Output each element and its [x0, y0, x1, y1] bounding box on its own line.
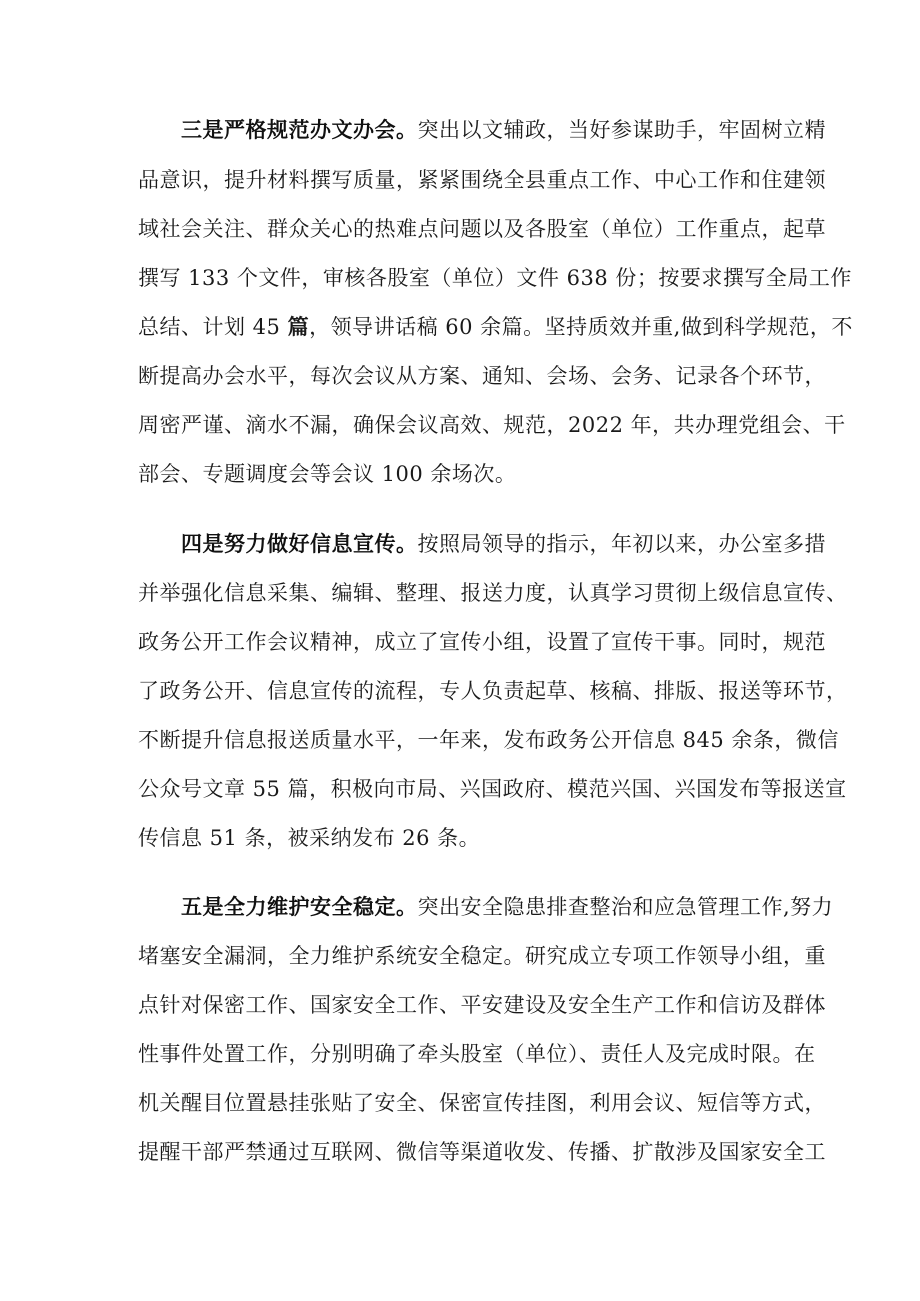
paragraph-1-heading: 三是严格规范办文办会。: [181, 118, 418, 142]
paragraph-2-line-1: [181, 530, 826, 558]
paragraph-3-line-2: 堵塞安全漏洞，全力维护系统安全稳定。研究成立专项工作领导小组，重: [138, 944, 826, 968]
paragraph-1-line-6: 断提高办会水平，每次会议从方案、通知、会场、会务、记录各个环节，: [138, 364, 826, 388]
paragraph-1-line-4: 撰写 133 个文件，审核各股室（单位）文件 638 份；按要求撰写全局工作: [138, 266, 852, 290]
paragraph-1-line-5: [138, 313, 853, 341]
paragraph-1-line-3: 域社会关注、群众关心的热难点问题以及各股室（单位）工作重点，起草: [138, 217, 826, 241]
paragraph-2-heading: 四是努力做好信息宣传。: [181, 532, 418, 556]
paragraph-3-text: 突出安全隐患排查整治和应急管理工作,努力: [417, 895, 834, 919]
paragraph-3-line-4: 性事件处置工作，分别明确了牵头股室（单位）、责任人及完成时限。在: [138, 1042, 816, 1066]
paragraph-2-line-2: 并举强化信息采集、编辑、整理、报送力度，认真学习贯彻上级信息宣传、: [138, 581, 848, 605]
paragraph-1-line-1: [181, 116, 826, 144]
paragraph-1-text: 突出以文辅政，当好参谋助手，牢固树立精: [417, 118, 826, 142]
paragraph-2-line-4: 了政务公开、信息宣传的流程，专人负责起草、核稿、排版、报送等环节，: [138, 679, 848, 703]
paragraph-3-line-1: [181, 893, 833, 921]
paragraph-1-line-7: 周密严谨、滴水不漏，确保会议高效、规范，2022 年，共办理党组会、干: [138, 413, 846, 437]
paragraph-2-line-3: 政务公开工作会议精神，成立了宣传小组，设置了宣传干事。同时，规范: [138, 630, 826, 654]
paragraph-1-line-8: 部会、专题调度会等会议 100 余场次。: [138, 462, 517, 486]
paragraph-3-line-6: 提醒干部严禁通过互联网、微信等渠道收发、传播、扩散涉及国家安全工: [138, 1140, 826, 1164]
paragraph-1-line-5-start: 总结、计划 45: [138, 315, 288, 339]
paragraph-1-bold-word: 篇: [287, 315, 310, 339]
paragraph-2-line-6: 公众号文章 55 篇，积极向市局、兴国政府、模范兴国、兴国发布等报送宣: [138, 777, 847, 801]
paragraph-1-line-2: 品意识，提升材料撰写质量，紧紧围绕全县重点工作、中心工作和住建领: [138, 168, 826, 192]
paragraph-2-line-5: 不断提升信息报送质量水平，一年来，发布政务公开信息 845 余条，微信: [138, 728, 839, 752]
paragraph-2-line-7: 传信息 51 条，被采纳发布 26 条。: [138, 826, 481, 850]
paragraph-1-line-5-end: ，领导讲话稿 60 余篇。坚持质效并重,做到科学规范，不: [309, 315, 853, 339]
paragraph-2-text: 按照局领导的指示，年初以来，办公室多措: [417, 532, 826, 556]
paragraph-3-line-3: 点针对保密工作、国家安全工作、平安建设及安全生产工作和信访及群体: [138, 993, 826, 1017]
paragraph-3-line-5: 机关醒目位置悬挂张贴了安全、保密宣传挂图，利用会议、短信等方式，: [138, 1091, 826, 1115]
paragraph-3-heading: 五是全力维护安全稳定。: [181, 895, 418, 919]
